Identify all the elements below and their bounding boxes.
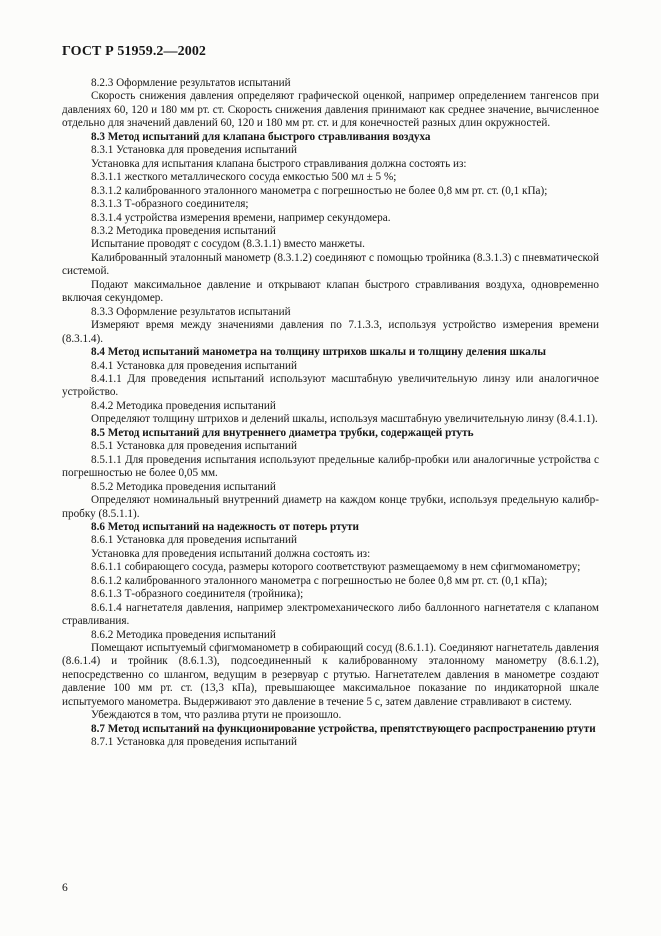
paragraph: 8.3.3 Оформление результатов испытаний	[91, 305, 291, 318]
paragraph: 8.5.2 Методика проведения испытаний	[91, 480, 276, 493]
paragraph: Калиброванный эталонный манометр (8.3.1.2) соединяют с помощью тройника (8.3.1.3) с пневматической системой.	[62, 251, 599, 278]
paragraph: Определяют номинальный внутренний диаметр на каждом конце трубки, используя предельную калибр-пробку (8.5.1.1).	[62, 494, 599, 520]
section-number: 8.4	[91, 346, 105, 359]
paragraph: Установка для проведения испытаний должна состоять из:	[91, 547, 371, 560]
paragraph: Определяют толщину штрихов и делений шкалы, используя масштабную увеличительную линзу (8.4.1.1).	[91, 413, 598, 426]
section-title: Метод испытаний для клапана быстрого стравливания воздуха	[107, 130, 431, 143]
section-heading	[62, 131, 599, 144]
section-heading	[62, 521, 599, 534]
paragraph: 8.6.1.2 калиброванного эталонного манометра с погрешностью не более 0,8 мм рт. ст. (0,1 кПа);	[91, 574, 548, 587]
document-body	[62, 77, 599, 750]
paragraph: 8.6.1.4 нагнетателя давления, например электромеханического либо баллонного нагнетателя с клапаном стравливания.	[62, 601, 599, 628]
section-number: 8.7	[91, 722, 105, 735]
section-number: 8.6	[91, 520, 105, 533]
section-number: 8.3	[91, 130, 105, 143]
section-title: Метод испытаний на функционирование устройства, препятствующего распространению ртути	[107, 722, 596, 735]
paragraph: Измеряют время между значениями давления по 7.1.3.3, используя устройство измерения времени (8.3.1.4).	[62, 319, 599, 345]
section-heading	[62, 346, 599, 359]
paragraph: Помещают испытуемый сфигмоманометр в собирающий сосуд (8.6.1.1). Соединяют нагнетатель давления (8.6.1.4) и тройник (8.6.1.3), подсоединенный к калиброванному эталонному манометру (8.6.1.2), непосредственно со шлангом, ведущим в резервуар с ртутью. Нагнетателем давления в манометре создают давление 100 мм рт. ст. (13,3 кПа), превышающее максимальное показание по индикаторной шкале испытуемого манометра. Выдерживают это давление в течение 5 с, затем давление стравливают в систему.	[62, 642, 599, 708]
section-title: Метод испытаний манометра на толщину штрихов шкалы и толщину деления шкалы	[107, 346, 546, 359]
paragraph: 8.4.1.1 Для проведения испытаний используют масштабную увеличительную линзу или аналогичное устройство.	[62, 372, 599, 399]
section-heading	[62, 723, 599, 736]
paragraph: 8.4.2 Методика проведения испытаний	[91, 399, 276, 412]
paragraph: 8.5.1 Установка для проведения испытаний	[91, 440, 298, 453]
paragraph: 8.6.2 Методика проведения испытаний	[91, 628, 276, 641]
paragraph: 8.4.1 Установка для проведения испытаний	[91, 359, 298, 372]
paragraph: Скорость снижения давления определяют графической оценкой, например определением тангенсов при давлениях 60, 120 и 180 мм рт. ст. Скорость снижения давления принимают как среднее значение, вычисленное отдельно для значений давлений 60, 120 и 180 мм рт. ст. и для конечностей разных длин окружностей.	[62, 90, 599, 130]
paragraph: Установка для испытания клапана быстрого стравливания должна состоять из:	[91, 157, 467, 170]
paragraph: 8.6.1.1 собирающего сосуда, размеры которого соответствуют размещаемому в нем сфигмоманометру;	[91, 561, 581, 574]
paragraph: 8.3.1.4 устройства измерения времени, например секундомера.	[91, 211, 391, 224]
paragraph: Подают максимальное давление и открывают клапан быстрого стравливания воздуха, одновременно включая секундомер.	[62, 278, 599, 305]
paragraph: Убеждаются в том, что разлива ртути не произошло.	[91, 709, 342, 722]
section-heading	[62, 427, 599, 440]
document-header: ГОСТ Р 51959.2—2002	[62, 44, 207, 59]
paragraph: 8.5.1.1 Для проведения испытания используют предельные калибр-пробки или аналогичные устройства с погрешностью не более 0,05 мм.	[62, 453, 599, 480]
paragraph: 8.3.1 Установка для проведения испытаний	[91, 144, 298, 157]
paragraph: 8.3.1.1 жесткого металлического сосуда емкостью 500 мл ± 5 %;	[91, 171, 397, 184]
paragraph: 8.6.1.3 Т-образного соединителя (тройника);	[91, 588, 304, 601]
paragraph: 8.6.1 Установка для проведения испытаний	[91, 534, 298, 547]
paragraph: 8.3.1.2 калиброванного эталонного манометра с погрешностью не более 0,8 мм рт. ст. (0,1 кПа);	[91, 184, 548, 197]
page-number: 6	[62, 882, 68, 894]
section-title: Метод испытаний на надежность от потерь ртути	[107, 520, 359, 533]
paragraph: Испытание проводят с сосудом (8.3.1.1) вместо манжеты.	[91, 238, 365, 251]
section-number: 8.5	[91, 426, 105, 439]
paragraph: 8.3.2 Методика проведения испытаний	[91, 224, 276, 237]
section-title: Метод испытаний для внутреннего диаметра трубки, содержащей ртуть	[107, 426, 474, 439]
paragraph: 8.3.1.3 Т-образного соединителя;	[91, 198, 249, 211]
paragraph: 8.7.1 Установка для проведения испытаний	[91, 736, 298, 749]
paragraph: 8.2.3 Оформление результатов испытаний	[91, 77, 291, 89]
